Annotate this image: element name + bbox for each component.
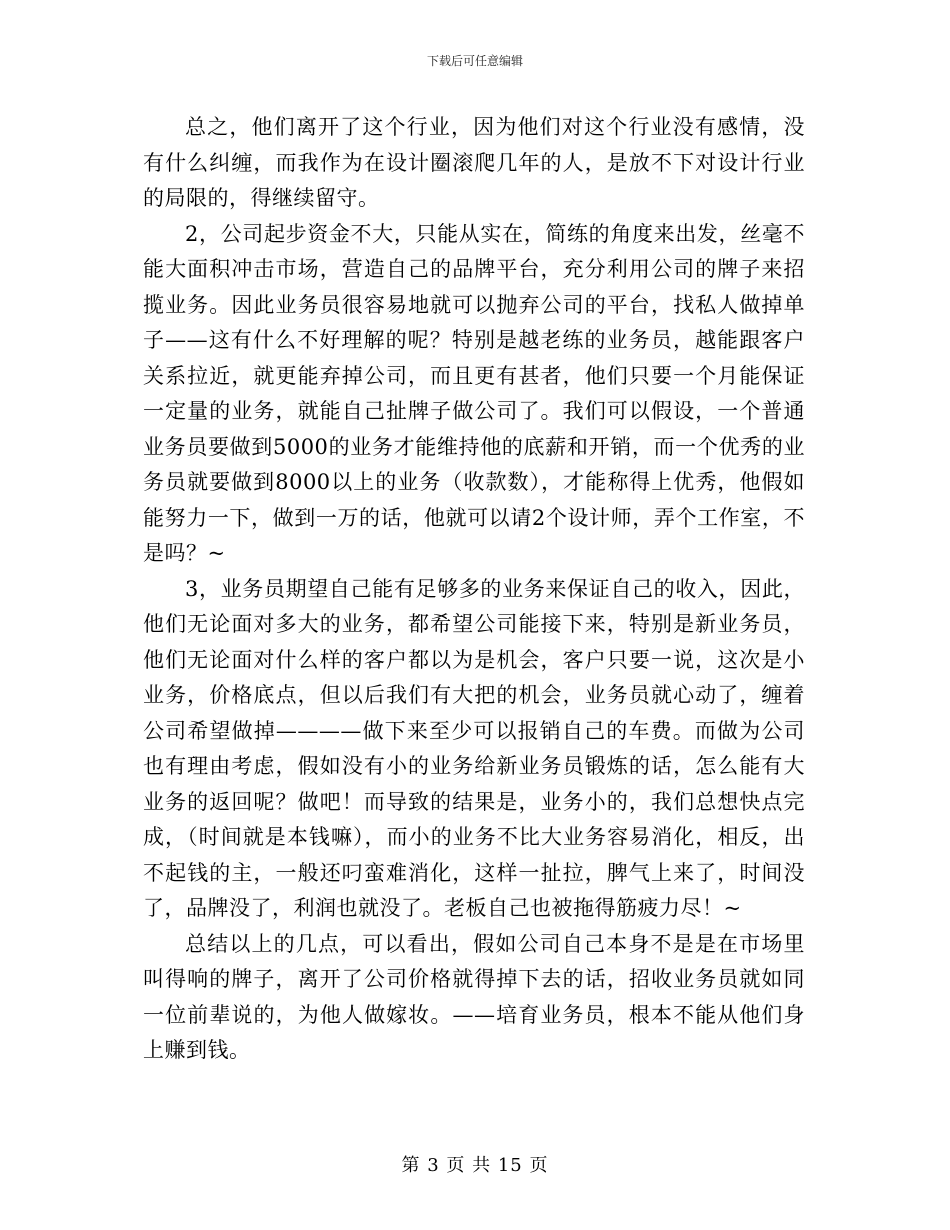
paragraph-point-2: 2，公司起步资金不大，只能从实在，简练的角度来出发，丝毫不能大面积冲击市场，营造自己的品牌平台，充分利用公司的牌子来招揽业务。因此业务员很容易地就可以抛弃公司的平台，找私人做掉单子——这有什么不好理解的呢？特别是越老练的业务员，越能跟客户关系拉近，就更能弃掉公司，而且更有甚者，他们只要一个月能保证一定量的业务，就能自己扯牌子做公司了。我们可以假设，一个普通业务员要做到5000的业务才能维持他的底薪和开销，而一个优秀的业务员就要做到8000以上的业务（收款数），才能称得上优秀，他假如能努力一下，做到一万的话，他就可以请2个设计师，弄个工作室，不是吗？~ xyxy=(143,221,805,565)
paragraph-summary-intro: 总之，他们离开了这个行业，因为他们对这个行业没有感情，没有什么纠缠，而我作为在设计圈滚爬几年的人，是放不下对设计行业的局限的，得继续留守。 xyxy=(143,115,805,210)
paragraph-conclusion: 总结以上的几点，可以看出，假如公司自己本身不是是在市场里叫得响的牌子，离开了公司价格就得掉下去的话，招收业务员就如同一位前辈说的，为他人做嫁妆。——培育业务员，根本不能从他们身上赚到钱。 xyxy=(143,931,805,1062)
page-number-footer: 第 3 页 共 15 页 xyxy=(401,1155,549,1176)
page-header: 下载后可任意编辑 xyxy=(426,54,523,68)
paragraph-point-3: 3，业务员期望自己能有足够多的业务来保证自己的收入，因此，他们无论面对多大的业务，都希望公司能接下来，特别是新业务员，他们无论面对什么样的客户都以为是机会，客户只要一说，这次是小业务，价格底点，但以后我们有大把的机会，业务员就心动了，缠着公司希望做掉————做下来至少可以报销自己的车费。而做为公司也有理由考虑，假如没有小的业务给新业务员锻炼的话，怎么能有大业务的返回呢？做吧！而导致的结果是，业务小的，我们总想快点完成，（时间就是本钱嘛），而小的业务不比大业务容易消化，相反，出不起钱的主，一般还叼蛮难消化，这样一扯拉，脾气上来了，时间没了，品牌没了，利润也就没了。老板自己也被拖得筋疲力尽！~ xyxy=(143,576,805,920)
document-body xyxy=(143,110,805,1069)
